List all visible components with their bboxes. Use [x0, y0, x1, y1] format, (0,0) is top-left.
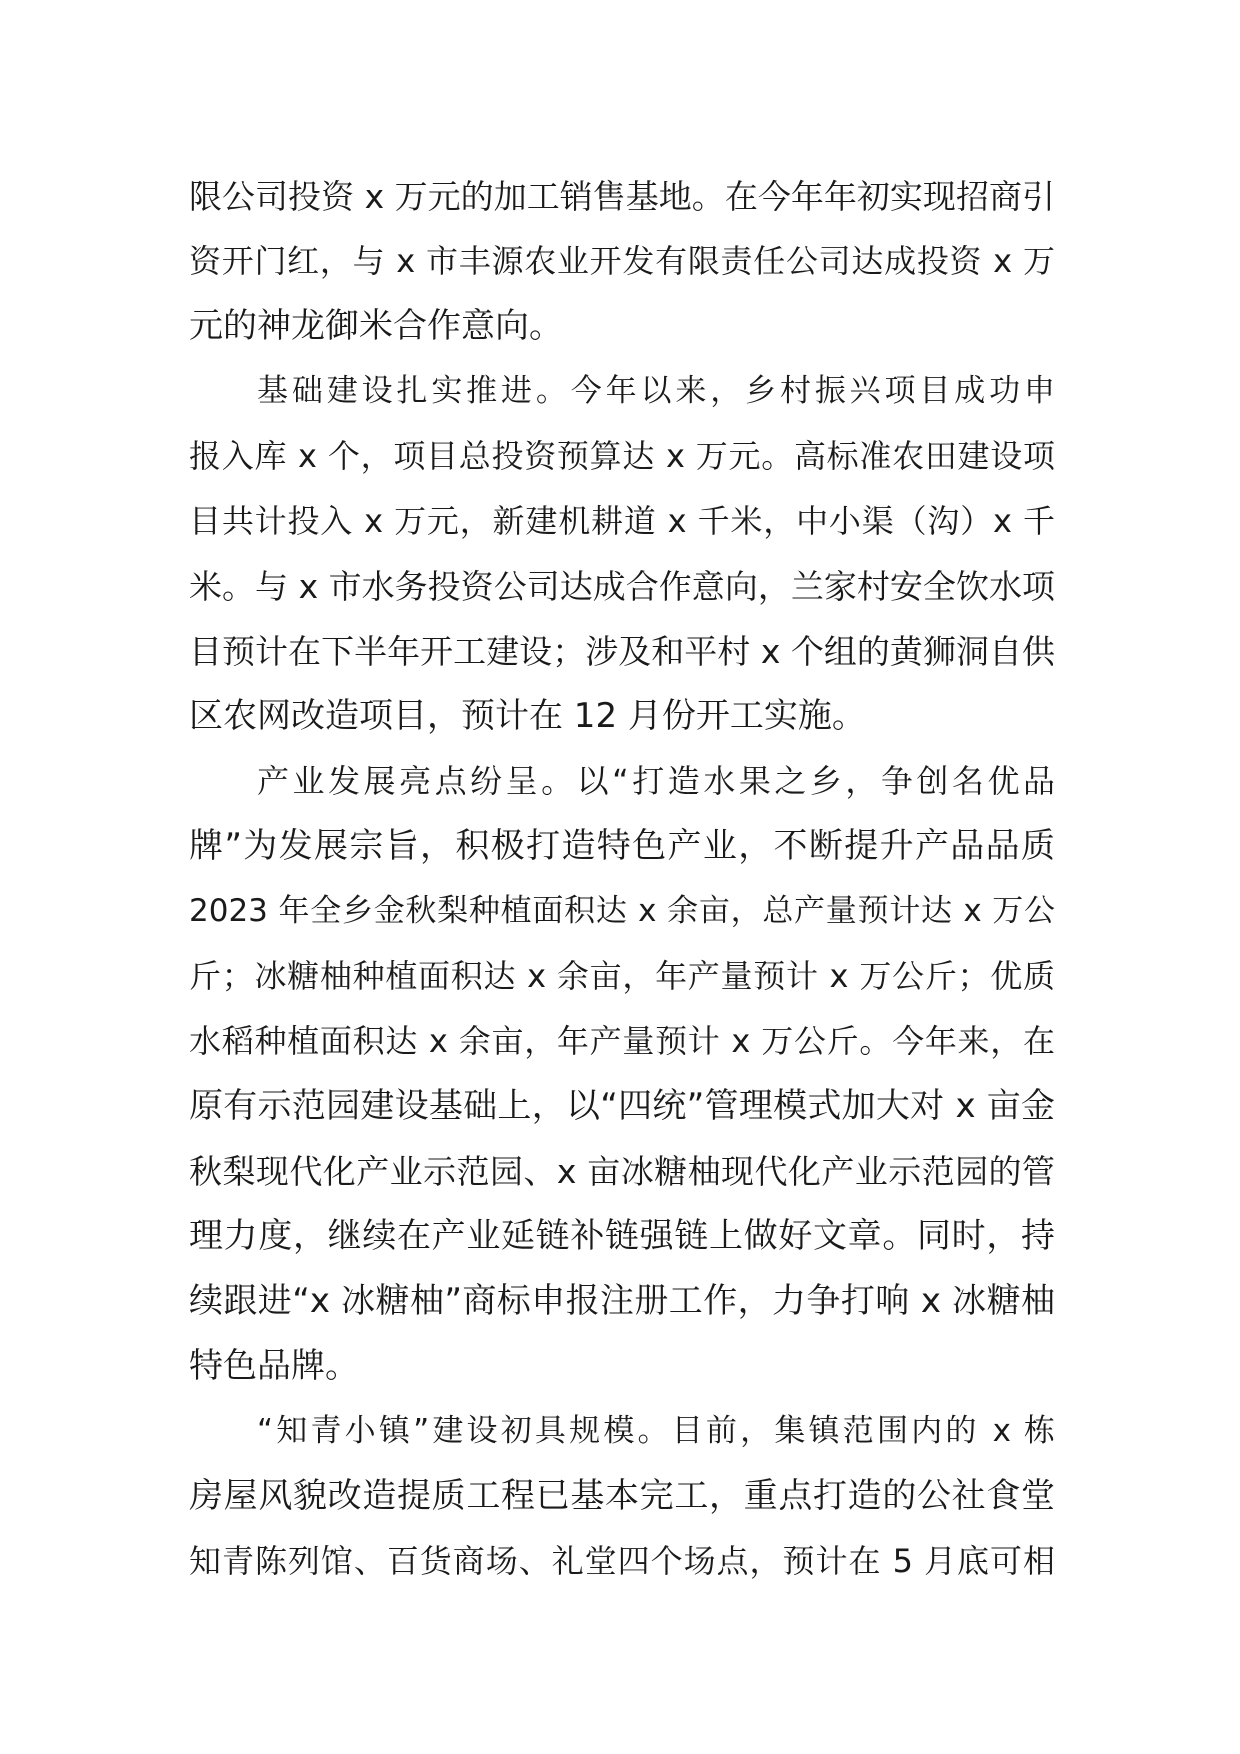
- paragraph-industry: [189, 749, 1055, 1399]
- text-line: 水稻种植面积达 x 余亩，年产量预计 x 万公斤。今年来，在: [189, 1022, 1055, 1060]
- text-line: 目预计在下半年开工建设；涉及和平村 x 个组的黄狮洞自供: [189, 632, 1055, 671]
- text-line: 区农网改造项目，预计在 12 月份开工实施。: [189, 696, 866, 736]
- text-line: 秋梨现代化产业示范园、x 亩冰糖柚现代化产业示范园的管: [189, 1152, 1055, 1191]
- paragraph-infrastructure: [189, 359, 1055, 749]
- text-line: 产业发展亮点纷呈。以“打造水果之乡，争创名优品: [257, 762, 1055, 800]
- text-line: 基础建设扎实推进。今年以来，乡村振兴项目成功申: [257, 373, 1055, 409]
- text-line: 房屋风貌改造提质工程已基本完工，重点打造的公社食堂: [189, 1476, 1055, 1516]
- paragraph-town: [189, 1399, 1055, 1594]
- paragraph-investment: [189, 164, 1055, 359]
- text-line: “知青小镇”建设初具规模。目前，集镇范围内的 x 栋: [257, 1413, 1055, 1449]
- text-line: 知青陈列馆、百货商场、礼堂四个场点，预计在 5 月底可相: [189, 1542, 1055, 1580]
- text-line: 元的神龙御米合作意向。: [189, 306, 563, 346]
- text-line: 特色品牌。: [189, 1346, 359, 1386]
- document-body: [189, 164, 1055, 1594]
- text-line: 报入库 x 个，项目总投资预算达 x 万元。高标准农田建设项: [189, 437, 1055, 475]
- text-line: 目共计投入 x 万元，新建机耕道 x 千米，中小渠（沟）x 千: [189, 502, 1055, 540]
- text-line: 理力度，继续在产业延链补链强链上做好文章。同时，持: [189, 1216, 1055, 1256]
- text-line: 原有示范园建设基础上，以“四统”管理模式加大对 x 亩金: [189, 1086, 1055, 1126]
- text-line: 限公司投资 x 万元的加工销售基地。在今年年初实现招商引: [189, 177, 1055, 216]
- text-line: 资开门红，与 x 市丰源农业开发有限责任公司达成投资 x 万: [189, 242, 1055, 280]
- text-line: 牌”为发展宗旨，积极打造特色产业，不断提升产品品质: [189, 826, 1055, 866]
- text-line: 米。与 x 市水务投资公司达成合作意向，兰家村安全饮水项: [189, 567, 1055, 606]
- text-line: 续跟进“x 冰糖柚”商标申报注册工作，力争打响 x 冰糖柚: [189, 1281, 1055, 1321]
- text-line: 斤；冰糖柚种植面积达 x 余亩，年产量预计 x 万公斤；优质: [189, 957, 1055, 995]
- text-line: 2023 年全乡金秋梨种植面积达 x 余亩，总产量预计达 x 万公: [189, 893, 1055, 929]
